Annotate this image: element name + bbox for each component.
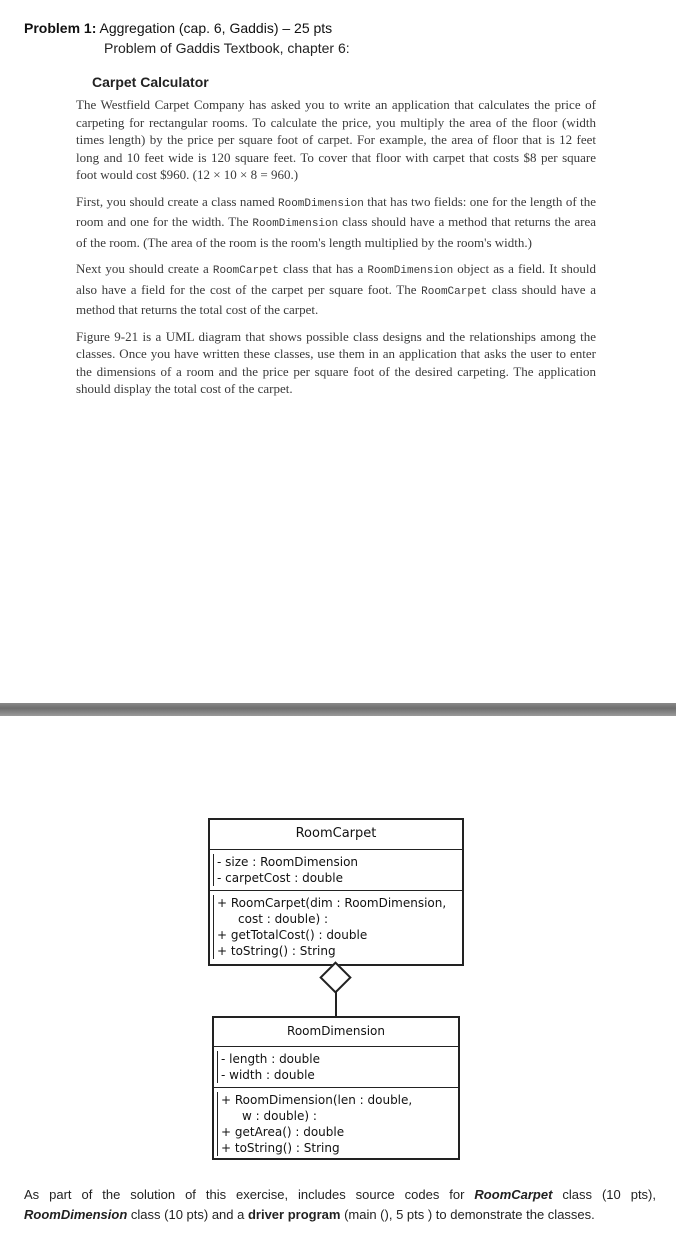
uml-method-continuation: cost : double) : (213, 911, 458, 927)
uml-methods (214, 1087, 458, 1160)
page-divider (0, 703, 676, 716)
p2-text-a: First, you should create a class named (76, 193, 278, 209)
p3-code-roomdimension: RoomDimension (367, 265, 454, 277)
uml-method: + toString() : String (213, 943, 458, 959)
uml-class-name: RoomCarpet (295, 826, 377, 841)
p3-text-d: class should have a method that returns the total cost of the carpet. (76, 281, 596, 317)
p2-text-c: class should have a method that returns the area of the room. (The area of the room is the room's length multiplied by the room's width.) (76, 214, 597, 250)
problem-label: Problem 1: (24, 20, 97, 36)
uml-method: + RoomCarpet(dim : RoomDimension, (213, 895, 458, 911)
excerpt-paragraph-3 (76, 260, 596, 319)
p3-text-b: class that has a (278, 261, 368, 276)
footer-text-g: (main (), 5 pts ) to demonstrate the classes. (340, 1207, 595, 1222)
aggregation-diamond (319, 961, 352, 994)
excerpt-title: Carpet Calculator (92, 74, 209, 90)
uml-method: + toString() : String (217, 1140, 454, 1156)
aggregation-line (335, 992, 337, 1017)
uml-class-roomdimension (212, 1016, 460, 1160)
p3-text-a: Next you should create a (76, 261, 213, 276)
uml-fields (210, 849, 462, 890)
p2-code-roomdimension: RoomDimension (278, 197, 364, 210)
uml-field: - length : double (217, 1051, 454, 1067)
p3-code-roomcarpet: RoomCarpet (212, 265, 279, 277)
uml-field: - size : RoomDimension (213, 854, 458, 870)
footer-text-a: As part of the solution of this exercise, includes source codes for (24, 1187, 475, 1202)
uml-class-roomcarpet (208, 818, 464, 966)
problem-title: Aggregation (cap. 6, Gaddis) – 25 pts (99, 20, 333, 36)
excerpt-paragraph-1: The Westfield Carpet Company has asked you to write an application that calculates the price of carpeting for rectangular rooms. To calculate the price, you multiply the area of the floor (width times length) by the price per square foot of carpet. For example, the area of floor that is 12 feet long and 10 feet wide is 120 square feet. To cover that floor with carpet that costs $8 per square foot would cost $960. (12 × 10 × 8 = 960.) (76, 97, 596, 182)
footer-text-e: class (10 pts) and a (127, 1207, 248, 1222)
footer-text-c: class (10 pts), (552, 1187, 656, 1202)
problem-subtitle: Problem of Gaddis Textbook, chapter 6: (104, 40, 350, 56)
uml-method: + getTotalCost() : double (213, 927, 458, 943)
problem-header (24, 20, 332, 36)
uml-fields (214, 1046, 458, 1087)
uml-class-name: RoomDimension (287, 1024, 385, 1038)
uml-method: + getArea() : double (217, 1124, 454, 1140)
uml-methods (210, 890, 462, 963)
solution-requirements (24, 1185, 656, 1225)
p2-code-roomdimension-2: RoomDimension (252, 218, 339, 230)
uml-field: - carpetCost : double (213, 870, 458, 886)
footer-driver-program: driver program (247, 1207, 341, 1222)
footer-roomcarpet: RoomCarpet (474, 1187, 553, 1202)
excerpt-paragraph-4: Figure 9-21 is a UML diagram that shows possible class designs and the relationships among the classes. Once you have written these classes, use them in an application that asks the user to enter the dimensions of a room and the price per square foot of the desired carpeting. The application should display the total cost of the carpet. (76, 328, 596, 396)
textbook-excerpt (74, 74, 596, 407)
uml-method-continuation: w : double) : (217, 1108, 454, 1124)
uml-method: + RoomDimension(len : double, (217, 1092, 454, 1108)
p3-code-roomcarpet-2: RoomCarpet (421, 285, 488, 298)
p2-text-b: that has two fields: one for the length of the room and one for the width. The (76, 193, 596, 229)
footer-roomdimension: RoomDimension (24, 1207, 128, 1222)
p3-text-c: object as a field. It should also have a field for the cost of the carpet per square foot. The (76, 261, 596, 297)
excerpt-paragraph-2 (76, 193, 596, 252)
uml-field: - width : double (217, 1067, 454, 1083)
